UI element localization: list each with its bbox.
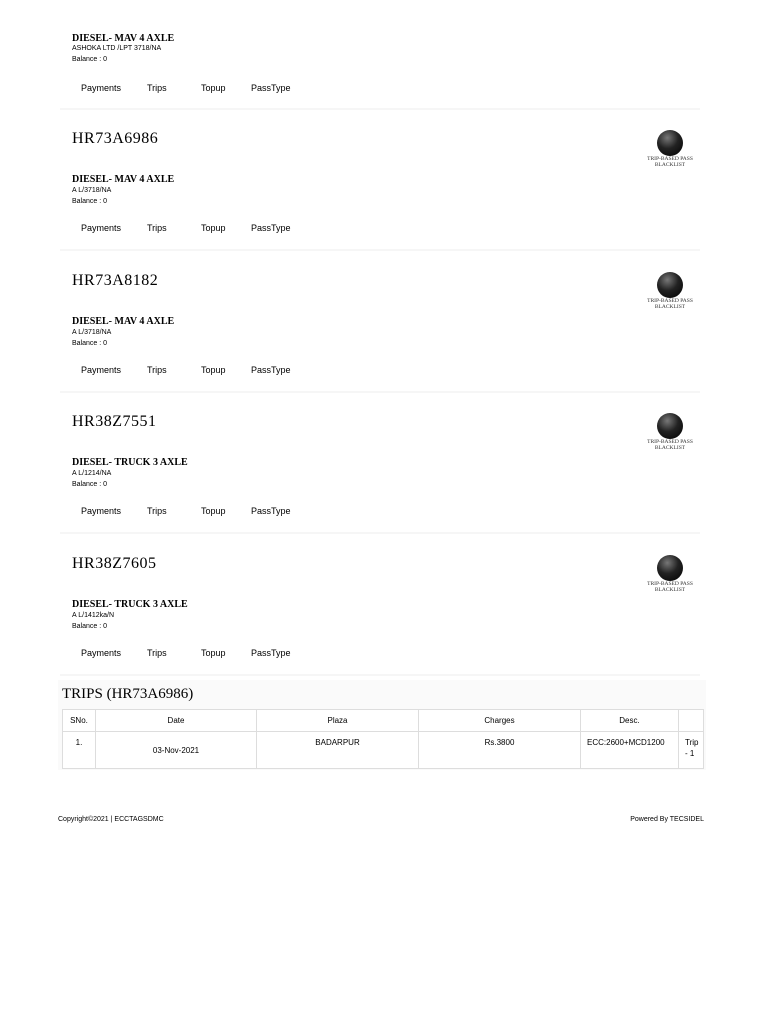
copyright-text: Copyright©2021 | ECCTAGSDMC — [58, 816, 164, 823]
tab-payments[interactable]: Payments — [81, 506, 122, 516]
trips-header-row — [63, 710, 704, 732]
trips-panel — [58, 680, 706, 770]
vehicle-owner: A L/3718/NA — [72, 187, 112, 194]
vehicle-plate: HR38Z7551 — [72, 413, 157, 430]
cell-sno: 1. — [63, 732, 96, 769]
tab-trips[interactable]: Trips — [147, 506, 167, 516]
tab-pass-type[interactable]: PassType — [251, 648, 291, 658]
vehicle-type: DIESEL- TRUCK 3 AXLE — [72, 457, 188, 468]
tab-pass-type[interactable]: PassType — [251, 223, 291, 233]
trips-table — [62, 709, 704, 769]
cell-charges: Rs.3800 — [419, 732, 581, 769]
table-row — [63, 732, 704, 769]
vehicle-balance: Balance : 0 — [72, 481, 108, 488]
tab-pass-type[interactable]: PassType — [251, 83, 291, 93]
vehicle-balance: Balance : 0 — [72, 623, 108, 630]
col-header-sno: SNo. — [63, 710, 96, 732]
vehicle-owner: ASHOKA LTD /LPT 3718/NA — [72, 45, 162, 52]
card-divider — [60, 674, 700, 676]
col-header-date: Date — [96, 710, 257, 732]
tab-payments[interactable]: Payments — [81, 648, 122, 658]
badge-line-2: BLACKLIST — [654, 587, 686, 593]
vehicle-type: DIESEL- MAV 4 AXLE — [72, 316, 175, 327]
badge-line-1: TRIP-BASED PASS — [647, 581, 693, 587]
card-divider — [60, 249, 700, 251]
vehicle-plate: HR73A6986 — [72, 130, 159, 147]
vehicle-balance: Balance : 0 — [72, 340, 108, 347]
tab-trips[interactable]: Trips — [147, 223, 167, 233]
cell-date: 03-Nov-2021 — [96, 732, 257, 769]
col-header-desc: Desc. — [581, 710, 679, 732]
badge-line-1: TRIP-BASED PASS — [647, 439, 693, 445]
badge-line-2: BLACKLIST — [654, 162, 686, 168]
tab-topup[interactable]: Topup — [201, 83, 226, 93]
card-divider — [60, 532, 700, 534]
badge-line-2: BLACKLIST — [654, 304, 686, 310]
vehicle-balance: Balance : 0 — [72, 198, 108, 205]
status-ball-icon — [657, 130, 683, 156]
card-divider — [60, 108, 700, 110]
status-ball-icon — [657, 555, 683, 581]
cell-plaza: BADARPUR — [257, 732, 419, 769]
cell-trip — [679, 732, 704, 769]
tab-payments[interactable]: Payments — [81, 83, 122, 93]
tab-payments[interactable]: Payments — [81, 365, 122, 375]
vehicle-type: DIESEL- TRUCK 3 AXLE — [72, 599, 188, 610]
tab-topup[interactable]: Topup — [201, 648, 226, 658]
card-divider — [60, 391, 700, 393]
vehicle-owner: A L/1214/NA — [72, 470, 112, 477]
pass-status-badge — [642, 413, 698, 451]
tab-pass-type[interactable]: PassType — [251, 365, 291, 375]
badge-line-1: TRIP-BASED PASS — [647, 298, 693, 304]
pass-status-badge — [642, 555, 698, 593]
trip-label: Trip — [685, 738, 699, 747]
vehicle-owner: A L/3718/NA — [72, 329, 112, 336]
col-header-plaza: Plaza — [257, 710, 419, 732]
tab-pass-type[interactable]: PassType — [251, 506, 291, 516]
vehicle-type: DIESEL- MAV 4 AXLE — [72, 33, 175, 44]
pass-status-badge — [642, 130, 698, 168]
pass-status-badge — [642, 272, 698, 310]
cell-desc: ECC:2600+MCD1200 — [581, 732, 679, 769]
tab-topup[interactable]: Topup — [201, 506, 226, 516]
tab-trips[interactable]: Trips — [147, 648, 167, 658]
col-header-charges: Charges — [419, 710, 581, 732]
vehicle-balance: Balance : 0 — [72, 56, 108, 63]
tab-trips[interactable]: Trips — [147, 83, 167, 93]
tab-payments[interactable]: Payments — [81, 223, 122, 233]
status-ball-icon — [657, 413, 683, 439]
vehicle-owner: A L/1412ka/N — [72, 612, 115, 619]
vehicle-plate: HR38Z7605 — [72, 555, 157, 572]
badge-line-1: TRIP-BASED PASS — [647, 156, 693, 162]
trip-count: - 1 — [685, 749, 695, 758]
tab-trips[interactable]: Trips — [147, 365, 167, 375]
tab-topup[interactable]: Topup — [201, 223, 226, 233]
trips-title: TRIPS (HR73A6986) — [62, 686, 194, 702]
col-header-extra — [679, 710, 704, 732]
vehicle-type: DIESEL- MAV 4 AXLE — [72, 174, 175, 185]
tab-topup[interactable]: Topup — [201, 365, 226, 375]
status-ball-icon — [657, 272, 683, 298]
powered-by-text: Powered By TECSIDEL — [630, 816, 704, 823]
badge-line-2: BLACKLIST — [654, 445, 686, 451]
vehicle-plate: HR73A8182 — [72, 272, 159, 289]
